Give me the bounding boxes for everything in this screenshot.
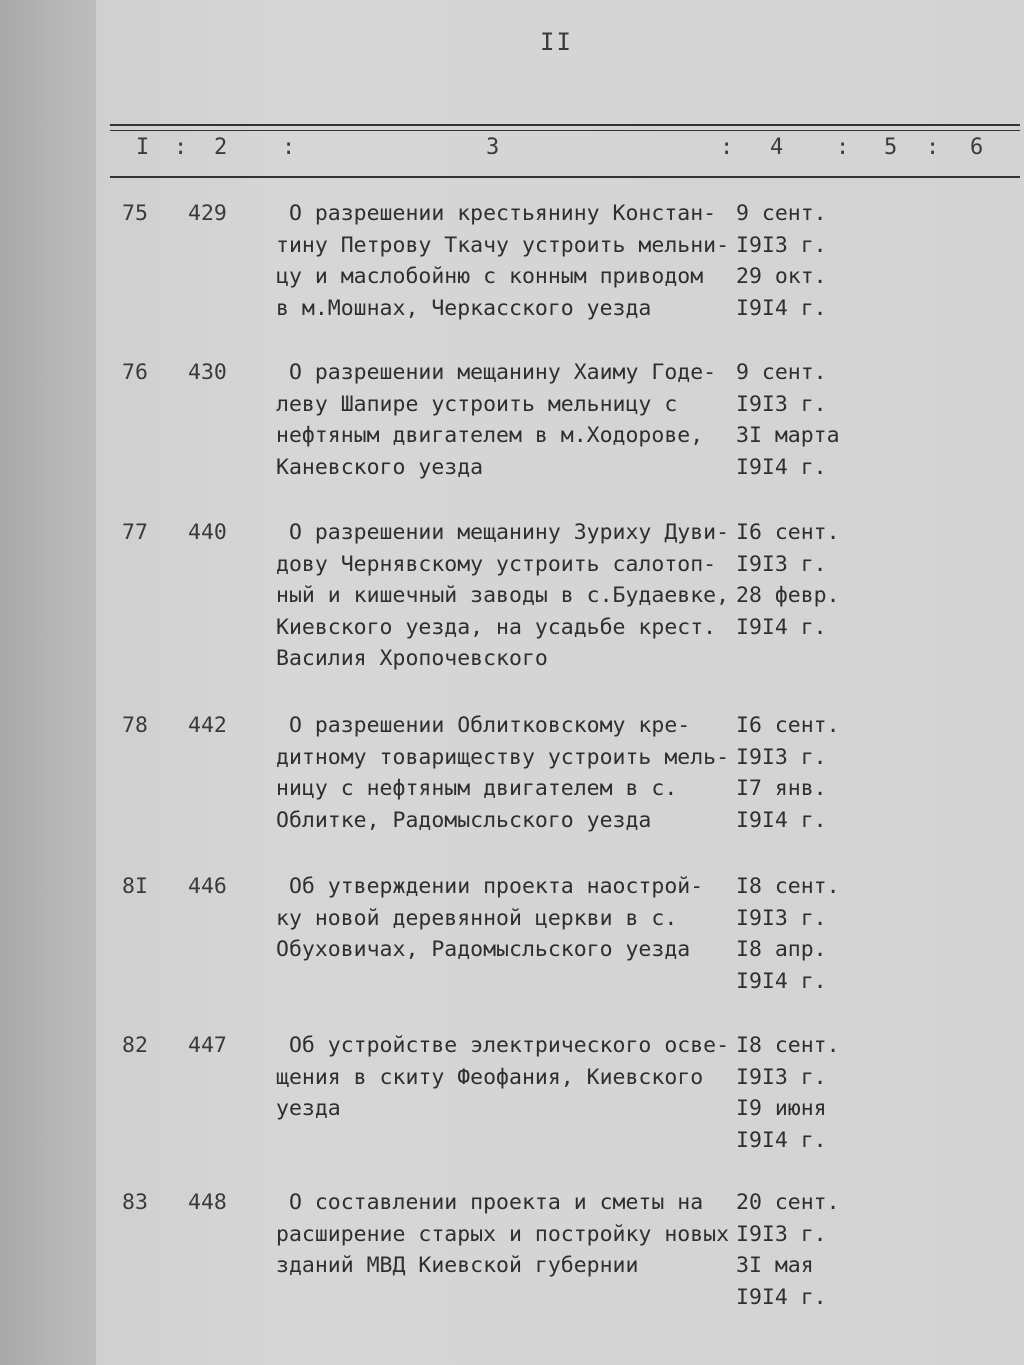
description-line: дитному товариществу устроить мель- (276, 744, 730, 770)
file-number: 446 (188, 874, 227, 899)
description-line: расширение старых и постройку новых (276, 1221, 730, 1247)
description-line: нефтяным двигателем в м.Ходорове, (276, 423, 704, 448)
entry-dates (736, 1187, 840, 1313)
entry-description (276, 871, 738, 966)
description-line: леву Шапире устроить мельницу с (276, 391, 678, 417)
entry-description (276, 357, 738, 483)
description-line: Киевского уезда, на усадьбе крест. (276, 614, 717, 640)
entry-number: 8I (122, 874, 148, 899)
end-date: 3I мая (736, 1253, 814, 1278)
column-separator: : (836, 135, 850, 160)
start-year: I9I3 г. (736, 744, 827, 770)
start-date: I6 сент. (736, 713, 840, 738)
entry-description (276, 1030, 738, 1125)
column-header-row (0, 135, 1024, 167)
end-year: I9I4 г. (736, 1284, 827, 1310)
column-separator: : (926, 135, 940, 160)
file-number: 440 (188, 520, 227, 545)
end-year: I9I4 г. (736, 807, 827, 833)
start-date: 9 сент. (736, 360, 827, 385)
entry-number: 77 (122, 520, 148, 545)
entry-number: 78 (122, 713, 148, 738)
entry-dates (736, 871, 840, 997)
start-date: 20 сент. (736, 1190, 840, 1215)
description-line: О разрешении крестьянину Констан- (276, 201, 717, 226)
entry-number: 76 (122, 360, 148, 385)
column-header-2: 2 (214, 135, 228, 160)
column-header-5: 5 (884, 135, 898, 160)
description-line: О разрешении мещанину Хаиму Годе- (276, 360, 717, 385)
description-line: Обуховичах, Радомысльского уезда (276, 937, 691, 962)
start-date: 9 сент. (736, 201, 827, 226)
column-header-3: 3 (486, 135, 500, 160)
header-top-rule-thin (110, 130, 1020, 131)
column-separator: : (720, 135, 734, 160)
end-date: I9 июня (736, 1096, 827, 1121)
page-number: II (540, 28, 573, 56)
start-date: I8 сент. (736, 874, 840, 899)
entry-dates (736, 517, 840, 643)
end-date: 29 окт. (736, 264, 827, 289)
description-line: уезда (276, 1096, 341, 1121)
end-year: I9I4 г. (736, 454, 827, 480)
start-date: I8 сент. (736, 1033, 840, 1058)
header-top-rule (110, 124, 1020, 126)
entry-description (276, 198, 738, 324)
description-line: Каневского уезда (276, 454, 484, 480)
entry-dates (736, 1030, 840, 1156)
description-line: Облитке, Радомысльского уезда (276, 807, 652, 833)
start-year: I9I3 г. (736, 1221, 827, 1247)
end-date: 28 февр. (736, 583, 840, 608)
description-line: тину Петрову Ткачу устроить мельни- (276, 232, 730, 258)
description-line: О составлении проекта и сметы на (276, 1190, 704, 1215)
end-date: 3I марта (736, 423, 840, 448)
end-year: I9I4 г. (736, 295, 827, 321)
entry-dates (736, 357, 840, 483)
start-year: I9I3 г. (736, 905, 827, 931)
start-year: I9I3 г. (736, 232, 827, 258)
end-year: I9I4 г. (736, 968, 827, 994)
description-line: Об устройстве электрического осве- (276, 1033, 730, 1058)
entry-description (276, 517, 738, 675)
column-separator: : (282, 135, 296, 160)
description-line: ку новой деревянной церкви в с. (276, 905, 678, 931)
description-line: в м.Мошнах, Черкасского уезда (276, 295, 652, 321)
description-line: дову Чернявскому устроить салотоп- (276, 551, 717, 577)
description-line: ный и кишечный заводы в с.Будаевке, (276, 583, 730, 608)
end-year: I9I4 г. (736, 614, 827, 640)
column-separator: : (174, 135, 188, 160)
file-number: 430 (188, 360, 227, 385)
entry-dates (736, 710, 840, 836)
entry-number: 82 (122, 1033, 148, 1058)
description-line: О разрешении мещанину Зуриху Дуви- (276, 520, 730, 545)
end-date: I8 апр. (736, 937, 827, 962)
end-date: I7 янв. (736, 776, 827, 801)
column-header-4: 4 (770, 135, 784, 160)
header-bottom-rule (110, 176, 1020, 178)
entry-description (276, 710, 738, 836)
column-header-1: I (136, 135, 150, 160)
previous-page-edge (0, 0, 96, 1365)
description-line: цу и маслобойню с конным приводом (276, 264, 704, 289)
file-number: 447 (188, 1033, 227, 1058)
description-line: Василия Хропочевского (276, 646, 548, 671)
description-line: Об утверждении проекта наострой- (276, 874, 704, 899)
file-number: 442 (188, 713, 227, 738)
file-number: 448 (188, 1190, 227, 1215)
description-line: О разрешении Облитковскому кре- (276, 713, 691, 738)
start-year: I9I3 г. (736, 391, 827, 417)
file-number: 429 (188, 201, 227, 226)
start-year: I9I3 г. (736, 1064, 827, 1090)
column-header-6: 6 (970, 135, 984, 160)
entry-number: 75 (122, 201, 148, 226)
entry-number: 83 (122, 1190, 148, 1215)
description-line: ницу с нефтяным двигателем в с. (276, 776, 678, 801)
description-line: щения в скиту Феофания, Киевского (276, 1064, 704, 1090)
end-year: I9I4 г. (736, 1127, 827, 1153)
start-date: I6 сент. (736, 520, 840, 545)
description-line: зданий МВД Киевской губернии (276, 1253, 639, 1278)
start-year: I9I3 г. (736, 551, 827, 577)
entry-dates (736, 198, 827, 324)
entry-description (276, 1187, 738, 1282)
